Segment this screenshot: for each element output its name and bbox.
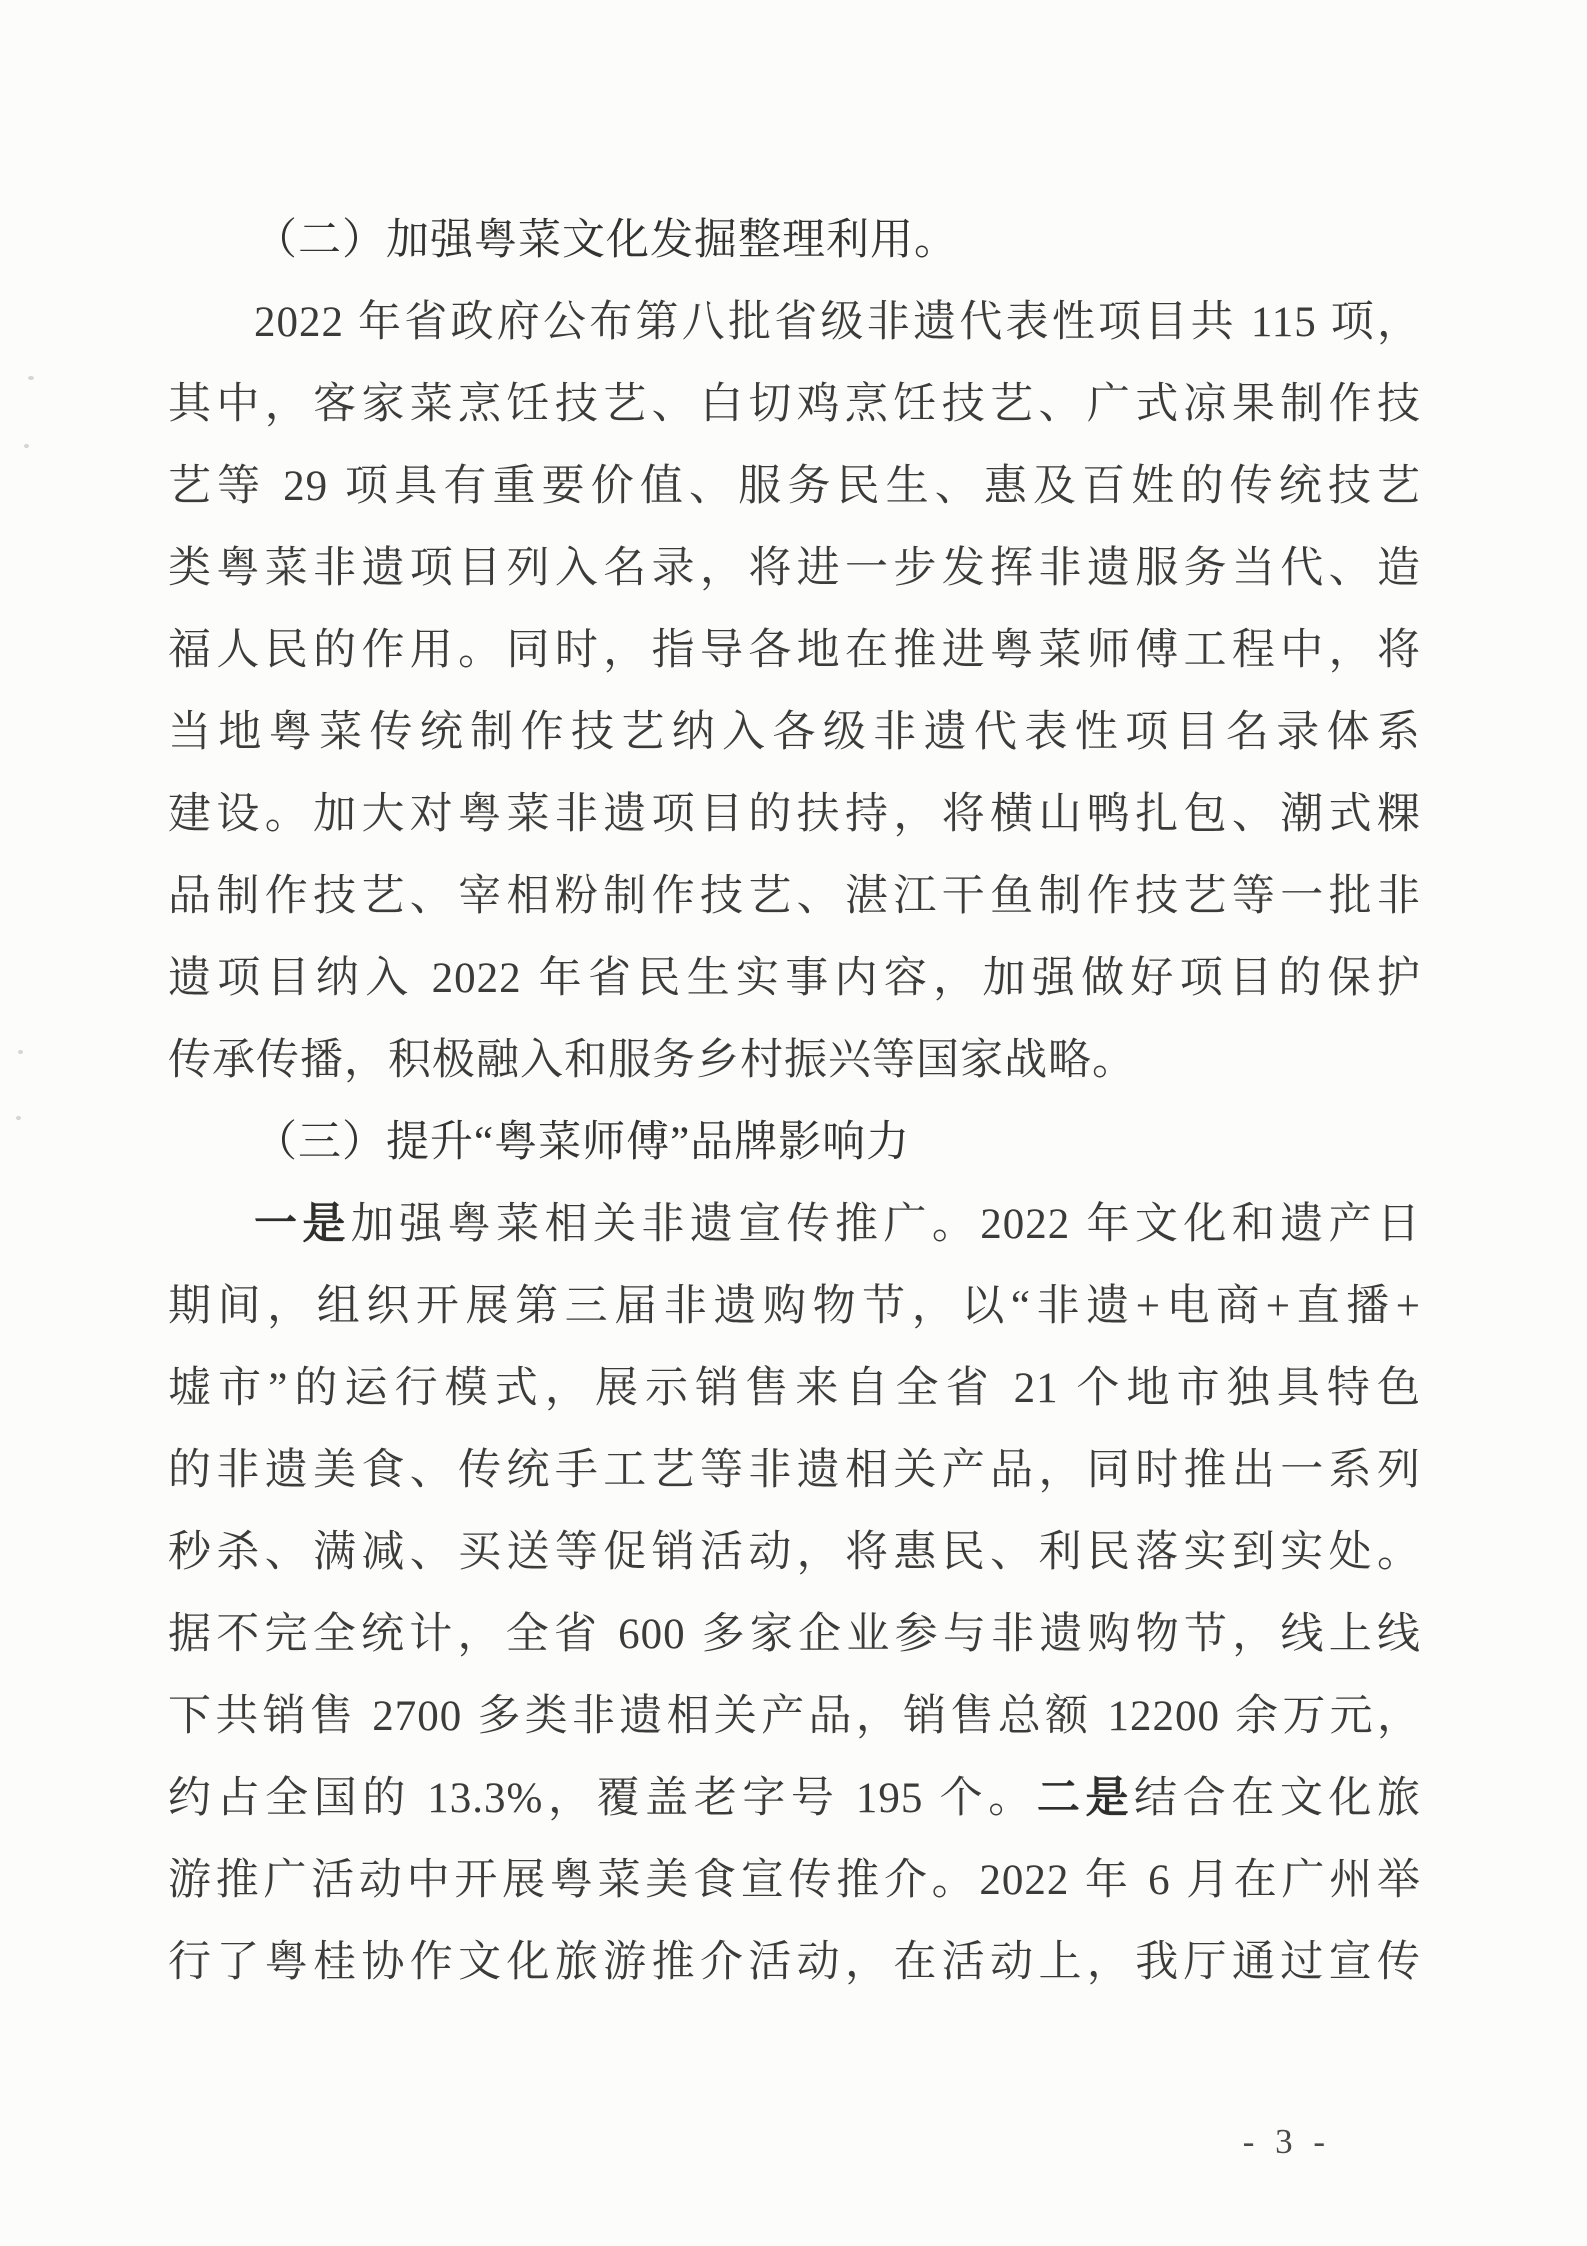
text-run: 期间，组织开展第三届非遗购物节，以“非遗+电商+直播+ (168, 1283, 1421, 1330)
text-line (168, 1266, 1421, 1348)
scan-artifact (28, 376, 34, 380)
document-lines (168, 200, 1421, 2004)
text-run: 结合在文化旅 (1134, 1775, 1421, 1822)
text-line (168, 610, 1421, 692)
text-run: 约占全国的 13.3%，覆盖老字号 195 个。 (168, 1775, 1037, 1822)
text-run: 加强粤菜相关非遗宣传推广。2022 年文化和遗产日 (350, 1201, 1422, 1248)
text-run: 墟市”的运行模式，展示销售来自全省 21 个地市独具特色 (168, 1365, 1421, 1412)
scan-artifact (18, 1050, 23, 1054)
text-line (168, 774, 1421, 856)
text-run: 遗项目纳入 2022 年省民生实事内容，加强做好项目的保护 (168, 955, 1421, 1002)
text-line (168, 692, 1421, 774)
bold-run: 一是 (254, 1201, 351, 1248)
text-run: 游推广活动中开展粤菜美食宣传推介。2022 年 6 月在广州举 (168, 1857, 1421, 1904)
text-run: 的非遗美食、传统手工艺等非遗相关产品，同时推出一系列 (168, 1447, 1421, 1494)
text-run: 建设。加大对粤菜非遗项目的扶持，将横山鸭扎包、潮式粿 (168, 791, 1421, 838)
text-run: 下共销售 2700 多类非遗相关产品，销售总额 12200 余万元， (168, 1693, 1421, 1740)
page-number: - 3 - (1242, 2122, 1331, 2161)
text-line (168, 1348, 1421, 1430)
text-line (168, 446, 1421, 528)
heading-line (168, 200, 1421, 282)
text-line (168, 1430, 1421, 1512)
text-line (168, 938, 1421, 1020)
bold-run: 二是 (1036, 1775, 1135, 1822)
scan-artifact (24, 444, 29, 448)
text-line (168, 282, 1421, 364)
text-line (168, 364, 1421, 446)
text-run: 其中，客家菜烹饪技艺、白切鸡烹饪技艺、广式凉果制作技 (168, 381, 1421, 428)
text-run: 据不完全统计，全省 600 多家企业参与非遗购物节，线上线 (168, 1611, 1421, 1658)
text-run: 秒杀、满减、买送等促销活动，将惠民、利民落实到实处。 (168, 1529, 1421, 1576)
heading-line (168, 1102, 1421, 1184)
text-line (168, 1020, 1421, 1102)
text-line (168, 1922, 1421, 2004)
text-run: 艺等 29 项具有重要价值、服务民生、惠及百姓的传统技艺 (168, 463, 1421, 510)
text-run: 传承传播，积极融入和服务乡村振兴等国家战略。 (168, 1037, 1136, 1084)
text-run: 类粤菜非遗项目列入名录，将进一步发挥非遗服务当代、造 (168, 545, 1421, 592)
text-run: 行了粤桂协作文化旅游推介活动，在活动上，我厅通过宣传 (168, 1939, 1421, 1986)
text-run: （二）加强粤菜文化发掘整理利用。 (254, 217, 958, 264)
text-run: （三）提升“粤菜师傅”品牌影响力 (254, 1119, 911, 1166)
scan-artifact (16, 1116, 21, 1120)
text-line (168, 1758, 1421, 1840)
text-line (168, 1840, 1421, 1922)
text-line (168, 1594, 1421, 1676)
text-line (168, 1184, 1421, 1266)
text-run: 品制作技艺、宰相粉制作技艺、湛江干鱼制作技艺等一批非 (168, 873, 1421, 920)
text-line (168, 1512, 1421, 1594)
text-line (168, 1676, 1421, 1758)
text-line (168, 528, 1421, 610)
text-run: 福人民的作用。同时，指导各地在推进粤菜师傅工程中，将 (168, 627, 1421, 674)
text-line (168, 856, 1421, 938)
text-run: 当地粤菜传统制作技艺纳入各级非遗代表性项目名录体系 (168, 709, 1421, 756)
text-run: 2022 年省政府公布第八批省级非遗代表性项目共 115 项， (254, 299, 1421, 346)
